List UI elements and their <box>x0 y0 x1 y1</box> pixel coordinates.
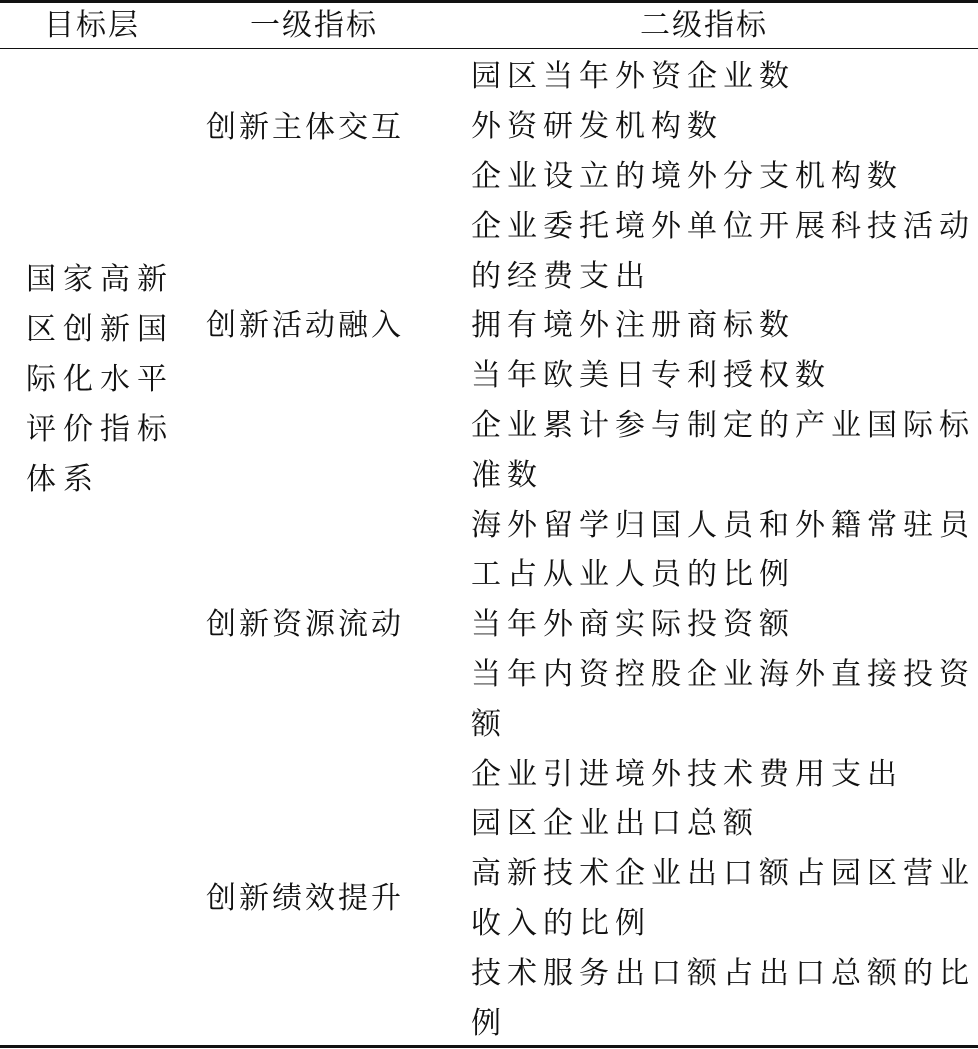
level2-line: 企业设立的境外分支机构数 <box>471 159 903 194</box>
level1-indicator-performance: 创新绩效提升 <box>206 881 404 916</box>
level1-indicator-interaction: 创新主体交互 <box>206 110 404 145</box>
level1-indicator-activity: 创新活动融入 <box>206 308 404 343</box>
level2-line: 海外留学归国人员和外籍常驻员 <box>471 508 975 543</box>
table-header <box>0 3 978 49</box>
level1-indicator-resource: 创新资源流动 <box>206 607 404 642</box>
target-line: 际化水平 <box>26 362 174 397</box>
level2-line: 企业引进境外技术费用支出 <box>471 757 903 792</box>
target-line: 评价指标 <box>26 412 174 447</box>
level2-line: 高新技术企业出口额占园区营业 <box>471 856 975 891</box>
target-line: 国家高新 <box>26 262 174 297</box>
target-line: 区创新国 <box>26 312 174 347</box>
header-level2-indicator: 二级指标 <box>640 8 768 43</box>
target-line: 体系 <box>26 462 100 497</box>
level2-line: 例 <box>471 1006 507 1041</box>
level2-line: 当年欧美日专利授权数 <box>471 358 831 393</box>
target-layer-cell <box>26 255 176 505</box>
level2-line: 园区当年外资企业数 <box>471 59 795 94</box>
header-level1-indicator: 一级指标 <box>250 8 378 43</box>
level2-line: 的经费支出 <box>471 259 651 294</box>
level2-line: 外资研发机构数 <box>471 109 723 144</box>
level2-line: 拥有境外注册商标数 <box>471 308 795 343</box>
level2-line: 额 <box>471 707 507 742</box>
level2-line: 企业累计参与制定的产业国际标 <box>471 408 975 443</box>
level2-line: 准数 <box>471 458 543 493</box>
level2-line: 当年外商实际投资额 <box>471 607 795 642</box>
level2-line: 园区企业出口总额 <box>471 806 759 841</box>
level2-line: 技术服务出口额占出口总额的比 <box>471 956 975 991</box>
level2-line: 工占从业人员的比例 <box>471 557 795 592</box>
header-target-layer: 目标层 <box>44 8 140 43</box>
level2-line: 当年内资控股企业海外直接投资 <box>471 657 975 692</box>
level2-line: 企业委托境外单位开展科技活动 <box>471 209 975 244</box>
level2-line: 收入的比例 <box>471 906 651 941</box>
